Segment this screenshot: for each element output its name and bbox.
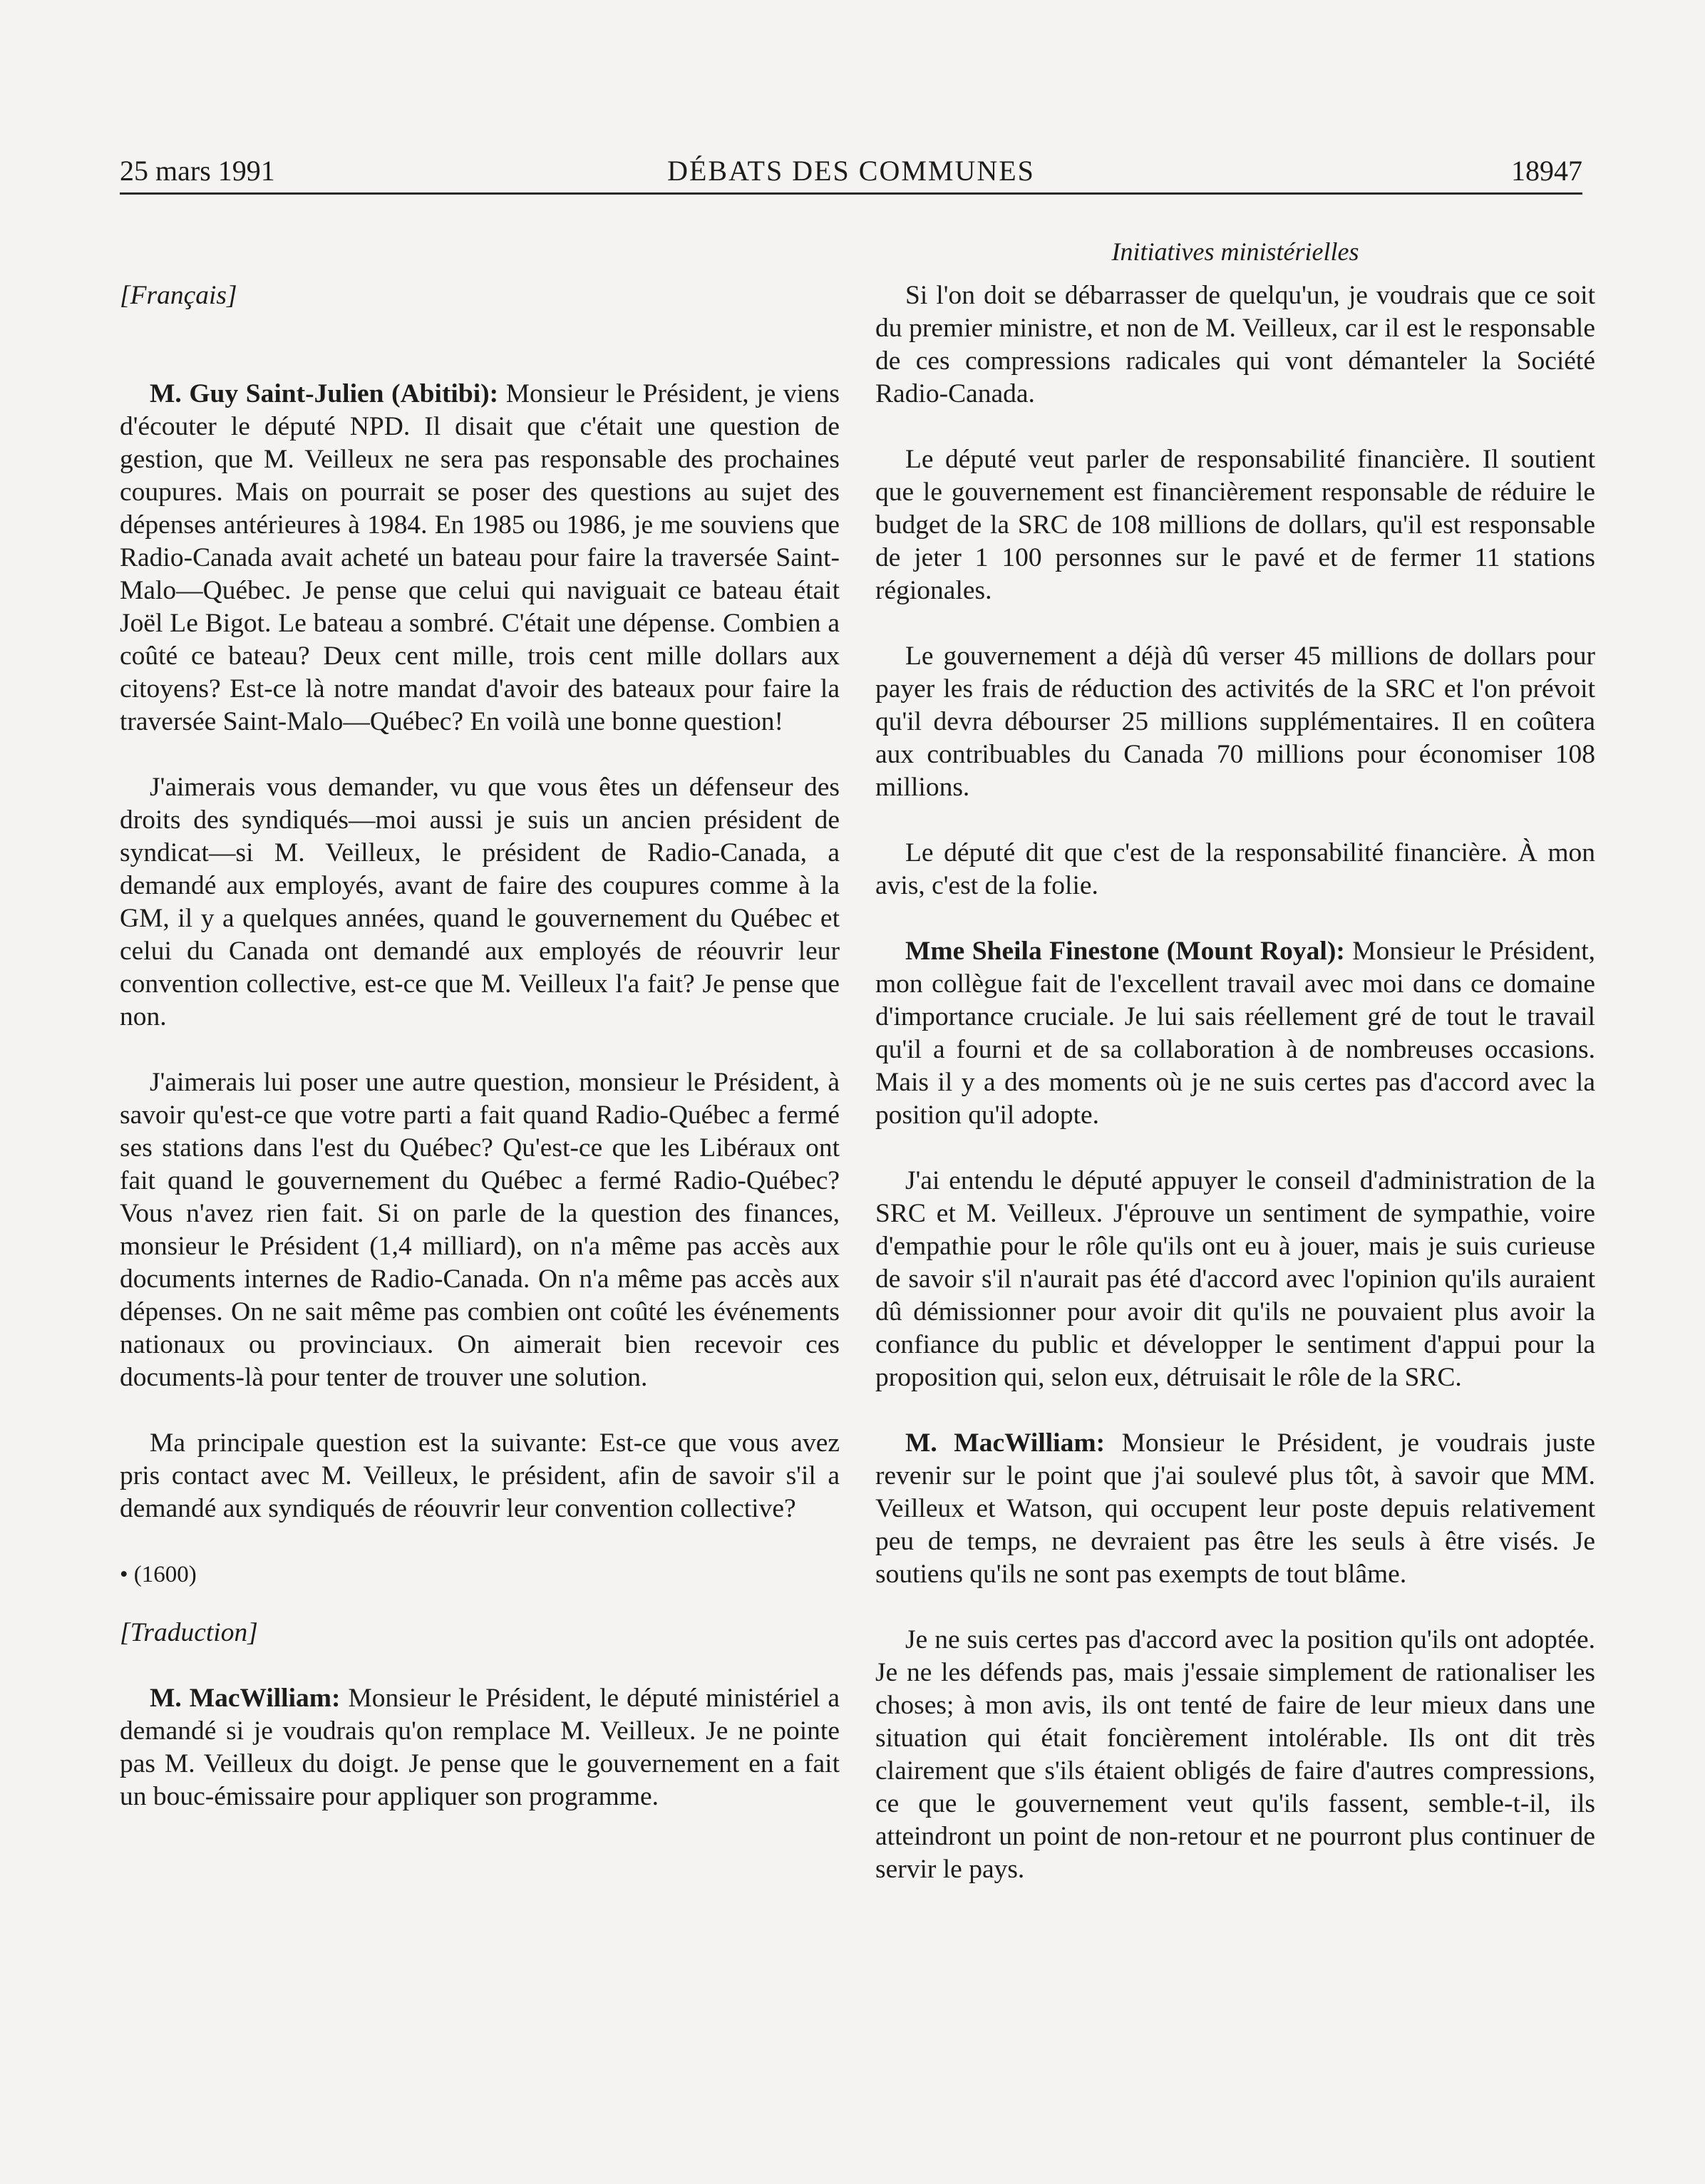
speech-paragraph: J'aimerais vous demander, vu que vous êtes un défenseur des droits des syndiqués—moi aussi je suis un ancien président de syndicat—si M. Veilleux, le président de Radio-Canada, a demandé aux employés, avant de faire des coupures comme à la GM, il y a quelques années, quand le gouvernement du Québec et celui du Canada ont demandé aux employés de réouvrir leur convention collective, est-ce que M. Veilleux l'a fait? Je pense que non. (120, 773, 840, 1031)
header-page-number: 18947 (1511, 155, 1582, 187)
speech-paragraph: Le député veut parler de responsabilité financière. Il soutient que le gouvernement est financièrement responsable de réduire le budget de la SRC de 108 millions de dollars, qu'il est responsable de jeter 1 100 personnes sur le pavé et de fermer 11 stations régionales. (875, 445, 1595, 605)
speech-paragraph: Le gouvernement a déjà dû verser 45 millions de dollars pour payer les frais de réduction des activités de la SRC et l'on prévoit qu'il devra débourser 25 millions supplémentaires. Il en coûtera aux contribuables du Canada 70 millions pour économiser 108 millions. (875, 642, 1595, 802)
speech-text: Monsieur le Président, le député ministériel a demandé si je voudrais qu'on remplace M. Veilleux. Je ne pointe pas M. Veilleux du doigt. Je pense que le gouvernement en a fait un bouc-émissaire pour appliquer son programme. (120, 1684, 840, 1811)
speech-paragraph (120, 1682, 840, 1813)
speaker-name: M. MacWilliam: (905, 1428, 1106, 1458)
section-label-traduction: [Traduction] (120, 1618, 258, 1647)
speech-paragraph: J'aimerais lui poser une autre question, monsieur le Président, à savoir qu'est-ce que votre parti a fait quand Radio-Québec a fermé ses stations dans l'est du Québec? Qu'est-ce que les Libéraux ont fait quand le gouvernement du Québec a fermé Radio-Québec? Vous n'avez rien fait. Si on parle de la question des finances, monsieur le Président (1,4 milliard), on n'a même pas accès aux documents internes de Radio-Canada. On n'a même pas accès aux dépenses. On ne sait même pas combien ont coûté les événements nationaux ou provinciaux. On aimerait bien recevoir ces documents-là pour tenter de trouver une solution. (120, 1068, 840, 1392)
running-head: Initiatives ministérielles (1111, 237, 1359, 266)
speech-paragraph: Ma principale question est la suivante: Est-ce que vous avez pris contact avec M. Veilleux, le président, afin de savoir s'il a demandé aux syndiqués de réouvrir leur convention collective? (120, 1428, 840, 1523)
speech-paragraph (120, 378, 840, 738)
timestamp: • (1600) (120, 1562, 197, 1587)
speech-paragraph: Je ne suis certes pas d'accord avec la position qu'ils ont adoptée. Je ne les défends pas, mais j'essaie simplement de rationaliser les choses; à mon avis, ils ont tenté de faire de leur mieux dans une situation qui était foncièrement intolérable. Ils ont dit très clairement que s'ils étaient obligés de faire d'autres compressions, ce que le gouvernement veut qu'ils fassent, semble-t-il, ils atteindront un point de non-retour et ne pourront plus continuer de servir le pays. (875, 1625, 1595, 1884)
speech-paragraph: J'ai entendu le député appuyer le conseil d'administration de la SRC et M. Veilleux. J'éprouve un sentiment de sympathie, voire d'empathie pour le rôle qu'ils ont eu à jouer, mais je suis curieuse de savoir s'il n'aurait pas été d'accord avec l'opinion qu'ils auraient dû démissionner pour avoir dit qu'ils ne pouvaient plus avoir la confiance du public et développer le sentiment d'appui pour la proposition qui, selon eux, détruisait le rôle de la SRC. (875, 1166, 1595, 1392)
speech-text: Monsieur le Président, je viens d'écouter le député NPD. Il disait que c'était une question de gestion, que M. Veilleux ne sera pas responsable des prochaines coupures. Mais on pourrait se poser des questions au sujet des dépenses antérieures à 1984. En 1985 ou 1986, je me souviens que Radio-Canada avait acheté un bateau pour faire la traversée Saint-Malo—Québec. Je pense que celui qui naviguait ce bateau était Joël Le Bigot. Le bateau a sombré. C'était une dépense. Combien a coûté ce bateau? Deux cent mille, trois cent mille dollars aux citoyens? Est-ce là notre mandat d'avoir des bateaux pour faire la traversée Saint-Malo—Québec? En voilà une bonne question! (120, 379, 840, 736)
page-header (120, 150, 1582, 195)
speech-text: Monsieur le Président, je voudrais juste revenir sur le point que j'ai soulevé plus tôt, à savoir que MM. Veilleux et Watson, qui occupent leur poste depuis relativement peu de temps, ne devraient pas être les seuls à être visés. Je soutiens qu'ils ne sont pas exempts de tout blâme. (875, 1428, 1595, 1589)
speech-paragraph: Le député dit que c'est de la responsabilité financière. À mon avis, c'est de la folie. (875, 838, 1595, 900)
left-column (120, 235, 840, 1813)
section-label-francais: [Français] (120, 281, 237, 310)
speech-paragraph (875, 1427, 1595, 1591)
speech-text: Monsieur le Président, mon collègue fait de l'excellent travail avec moi dans ce domaine d'importance cruciale. Je lui sais réellement gré de tout le travail qu'il a fourni et de sa collaboration à de nombreuses occasions. Mais il y a des moments où je ne suis certes pas d'accord avec la position qu'il adopte. (875, 937, 1595, 1130)
speech-paragraph (875, 935, 1595, 1132)
speaker-name: Mme Sheila Finestone (Mount Royal): (905, 937, 1345, 966)
header-date: 25 mars 1991 (120, 155, 275, 187)
speech-paragraph: Si l'on doit se débarrasser de quelqu'un, je voudrais que ce soit du premier ministre, et non de M. Veilleux, car il est le responsable de ces compressions radicales qui vont démanteler la Société Radio-Canada. (875, 281, 1595, 408)
speaker-name: M. Guy Saint-Julien (Abitibi): (150, 379, 499, 408)
speaker-name: M. MacWilliam: (150, 1684, 341, 1713)
right-column (875, 235, 1595, 1886)
header-title: DÉBATS DES COMMUNES (667, 155, 1035, 187)
